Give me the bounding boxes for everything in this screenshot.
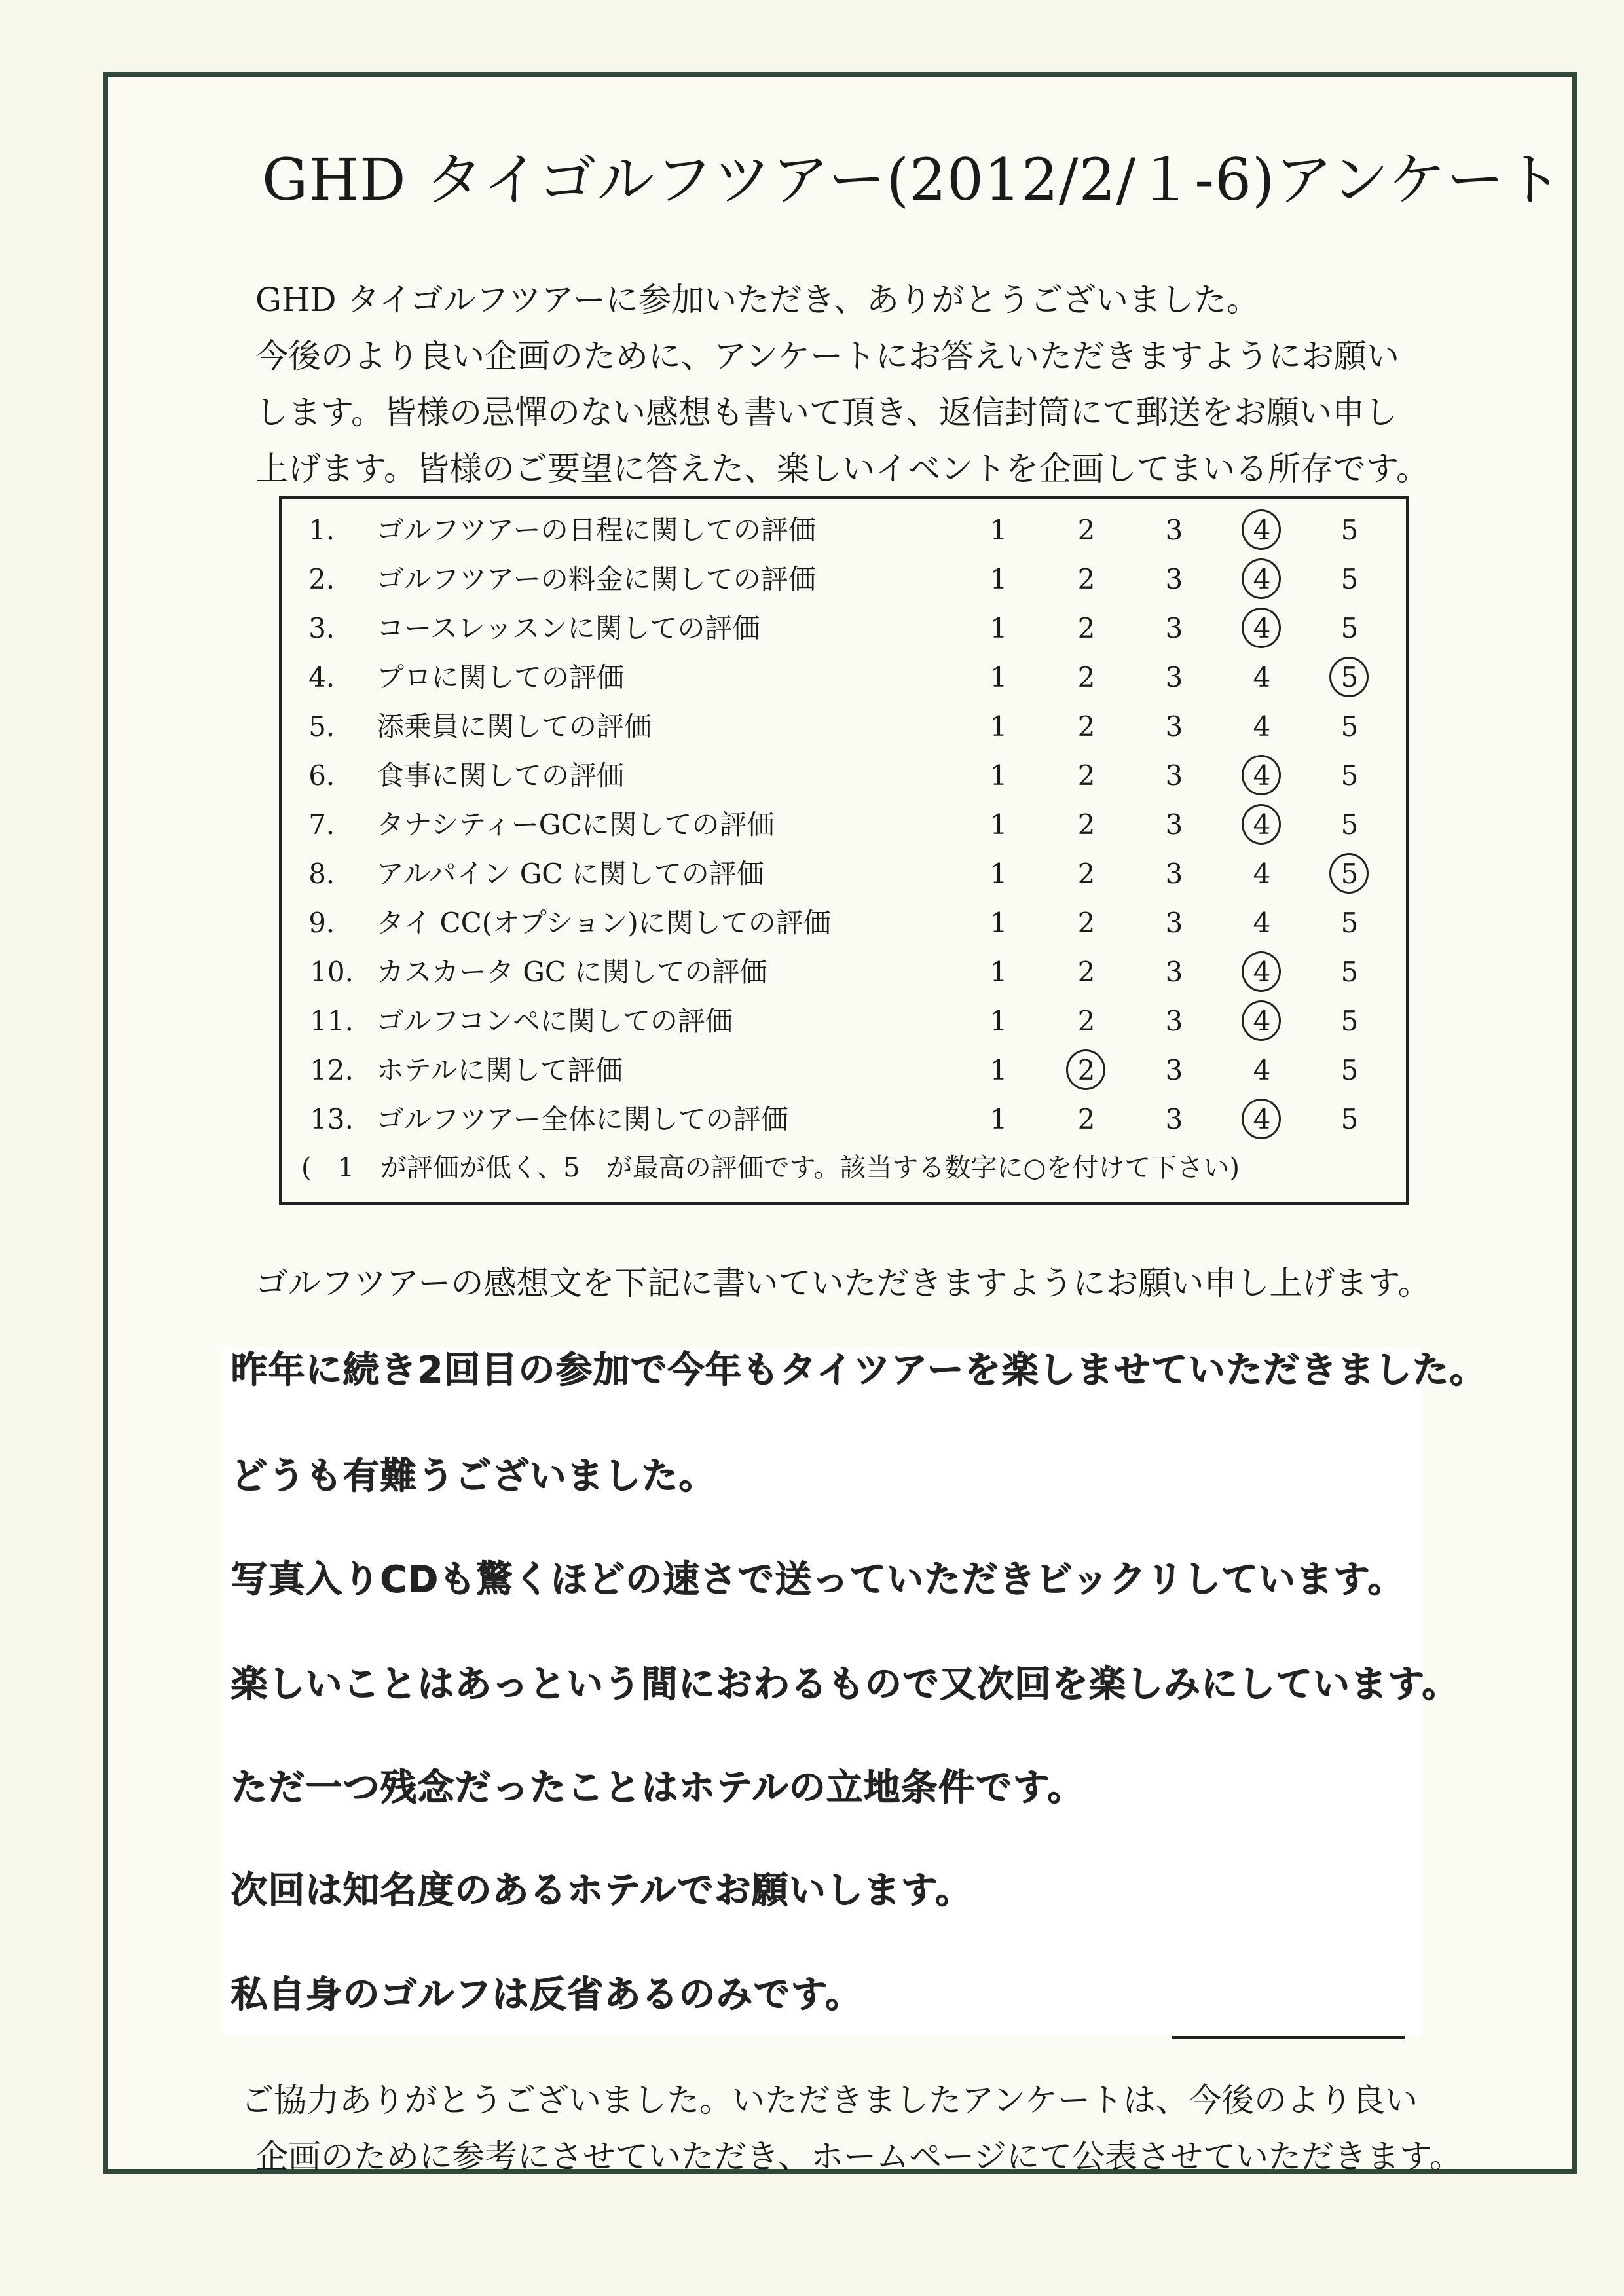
intro-line: します。皆様の忌憚のない感想も書いて頂き、返信封筒にて郵送をお願い申し: [255, 393, 1397, 431]
survey-title: GHD タイゴルフツアー(2012/2/１-6)アンケート: [262, 146, 1563, 213]
question-number: 1．: [308, 514, 354, 546]
question-label: タイ CC(オプション)に関しての評価: [377, 907, 831, 939]
intro-line: 今後のより良い企画のために、アンケートにお答えいただきますようにお願い: [255, 337, 1399, 375]
rating-option[interactable]: 2: [1077, 661, 1096, 693]
comment-line: 写真入りCDも驚くほどの速さで送っていただきビックリしています。: [231, 1558, 1405, 1601]
rating-option[interactable]: 4: [1253, 858, 1271, 890]
rating-option[interactable]: 1: [989, 1054, 1008, 1086]
rating-option[interactable]: 2: [1077, 809, 1096, 841]
question-label: カスカータ GC に関しての評価: [377, 956, 767, 988]
rating-option[interactable]: 1: [989, 1005, 1008, 1037]
question-row: [308, 654, 1382, 701]
closing-message: [241, 2072, 1462, 2185]
question-row: [308, 900, 1382, 947]
question-number: 10.: [310, 956, 354, 988]
rating-option[interactable]: 1: [989, 858, 1008, 890]
question-row: [308, 507, 1382, 554]
rating-option-selected[interactable]: 4: [1239, 605, 1285, 652]
rating-option[interactable]: 2: [1077, 907, 1096, 939]
rating-option[interactable]: 1: [989, 563, 1008, 595]
question-label: 添乗員に関しての評価: [377, 710, 652, 742]
rating-option-selected[interactable]: 5: [1327, 850, 1373, 898]
rating-option[interactable]: 5: [1340, 1054, 1359, 1086]
question-label: ゴルフツアーの料金に関しての評価: [377, 563, 816, 595]
rating-option[interactable]: 1: [989, 661, 1008, 693]
comment-line: 私自身のゴルフは反省あるのみです。: [231, 1973, 862, 2016]
question-number: 3．: [308, 612, 354, 644]
rating-option[interactable]: 2: [1077, 1005, 1096, 1037]
question-number: 4．: [308, 661, 354, 693]
rating-table: [279, 496, 1409, 1205]
rating-option-selected[interactable]: 5: [1327, 654, 1373, 701]
rating-option[interactable]: 3: [1165, 612, 1183, 644]
closing-line: ご協力ありがとうございました。いただきましたアンケートは、今後のより良い: [241, 2081, 1418, 2119]
question-label: プロに関しての評価: [377, 661, 625, 693]
question-number: 11.: [310, 1005, 354, 1037]
rating-option[interactable]: 2: [1077, 759, 1096, 792]
comment-request: ゴルフツアーの感想文を下記に書いていただきますようにお願い申し上げます。: [255, 1264, 1431, 1302]
rating-option[interactable]: 2: [1077, 956, 1096, 988]
question-row: [308, 850, 1382, 898]
rating-option[interactable]: 3: [1165, 1005, 1183, 1037]
rating-option[interactable]: 5: [1340, 809, 1359, 841]
question-number: 2．: [308, 563, 354, 595]
rating-option[interactable]: 3: [1165, 710, 1183, 742]
question-label: アルパイン GC に関しての評価: [377, 858, 764, 890]
rating-option[interactable]: 3: [1165, 514, 1183, 546]
rating-option[interactable]: 1: [989, 514, 1008, 546]
rating-option[interactable]: 3: [1165, 1103, 1183, 1135]
question-row: [308, 556, 1382, 603]
intro-paragraph: [255, 272, 1434, 497]
rating-instructions: ( 1 が評価が低く、5 が最高の評価です。該当する数字に○を付けて下さい): [301, 1153, 1240, 1183]
rating-option-selected[interactable]: 4: [1239, 949, 1285, 996]
question-row: [308, 752, 1382, 799]
question-row: [308, 703, 1382, 750]
question-number: 7．: [308, 809, 354, 841]
rating-option[interactable]: 2: [1077, 563, 1096, 595]
rating-option[interactable]: 3: [1165, 563, 1183, 595]
rating-option-selected[interactable]: 4: [1239, 556, 1285, 603]
rating-option[interactable]: 5: [1340, 514, 1359, 546]
rating-option[interactable]: 2: [1077, 612, 1096, 644]
question-number: 12.: [310, 1054, 354, 1086]
comment-line: 昨年に続き2回目の参加で今年もタイツアーを楽しませていただきました。: [231, 1349, 1487, 1391]
question-row: [308, 998, 1382, 1045]
question-row: [308, 1096, 1382, 1143]
rating-option[interactable]: 4: [1253, 661, 1271, 693]
rating-option[interactable]: 5: [1340, 710, 1359, 742]
rating-option[interactable]: 1: [989, 1103, 1008, 1135]
rating-option[interactable]: 4: [1253, 710, 1271, 742]
question-row: [308, 801, 1382, 848]
rating-option-selected[interactable]: 4: [1239, 752, 1285, 799]
comment-line: ただ一つ残念だったことはホテルの立地条件です。: [231, 1766, 1084, 1809]
signature-line: [1172, 2036, 1405, 2039]
rating-option[interactable]: 5: [1340, 907, 1359, 939]
question-row: [308, 605, 1382, 652]
question-number: 8．: [308, 858, 354, 890]
rating-option[interactable]: 3: [1165, 661, 1183, 693]
rating-option[interactable]: 5: [1340, 956, 1359, 988]
question-label: タナシティーGCに関しての評価: [377, 809, 775, 841]
rating-option[interactable]: 1: [989, 956, 1008, 988]
comment-line: 楽しいことはあっという間におわるもので又次回を楽しみにしています。: [231, 1663, 1459, 1705]
question-row: [308, 1047, 1382, 1094]
rating-option[interactable]: 1: [989, 612, 1008, 644]
question-label: ゴルフツアー全体に関しての評価: [377, 1103, 788, 1135]
rating-option[interactable]: 5: [1340, 759, 1359, 792]
comment-area: [223, 1347, 1487, 2035]
rating-option[interactable]: 3: [1165, 809, 1183, 841]
rating-option[interactable]: 2: [1077, 858, 1096, 890]
rating-option[interactable]: 5: [1340, 563, 1359, 595]
question-label: ゴルフコンペに関しての評価: [377, 1005, 733, 1037]
question-number: 9．: [308, 907, 354, 939]
question-number: 6．: [308, 759, 354, 792]
rating-option[interactable]: 3: [1165, 759, 1183, 792]
question-number: 13.: [310, 1103, 354, 1135]
rating-option[interactable]: 1: [989, 710, 1008, 742]
question-label: ホテルに関して評価: [377, 1054, 623, 1086]
rating-option[interactable]: 3: [1165, 956, 1183, 988]
rating-option-selected[interactable]: 2: [1063, 1047, 1109, 1094]
rating-option[interactable]: 4: [1253, 1054, 1271, 1086]
question-number: 5．: [308, 710, 354, 742]
rating-option[interactable]: 1: [989, 759, 1008, 792]
rating-option[interactable]: 3: [1165, 907, 1183, 939]
rating-option-selected[interactable]: 4: [1239, 1096, 1285, 1143]
question-label: ゴルフツアーの日程に関しての評価: [377, 514, 816, 546]
rating-option[interactable]: 3: [1165, 1054, 1183, 1086]
rating-option[interactable]: 2: [1077, 514, 1096, 546]
rating-option[interactable]: 5: [1340, 1103, 1359, 1135]
rating-option[interactable]: 3: [1165, 858, 1183, 890]
question-label: 食事に関しての評価: [377, 759, 625, 792]
rating-option[interactable]: 4: [1253, 907, 1271, 939]
rating-option[interactable]: 1: [989, 809, 1008, 841]
intro-line: GHD タイゴルフツアーに参加いただき、ありがとうございました。: [255, 281, 1260, 319]
comment-line: 次回は知名度のあるホテルでお願いします。: [231, 1869, 972, 1912]
rating-option-selected[interactable]: 4: [1239, 801, 1285, 848]
intro-line: 上げます。皆様のご要望に答えた、楽しいイベントを企画してまいる所存です。: [255, 450, 1429, 488]
rating-option-selected[interactable]: 4: [1239, 507, 1285, 554]
rating-option[interactable]: 2: [1077, 710, 1096, 742]
rating-option[interactable]: 1: [989, 907, 1008, 939]
comment-line: どうも有難うございました。: [231, 1455, 716, 1497]
rating-option-selected[interactable]: 4: [1239, 998, 1285, 1045]
closing-line: 企画のために参考にさせていただき、ホームページにて公表させていただきます。: [255, 2138, 1462, 2176]
question-row: [308, 949, 1382, 996]
rating-option[interactable]: 5: [1340, 1005, 1359, 1037]
question-label: コースレッスンに関しての評価: [377, 612, 760, 644]
rating-option[interactable]: 2: [1077, 1103, 1096, 1135]
rating-option[interactable]: 5: [1340, 612, 1359, 644]
